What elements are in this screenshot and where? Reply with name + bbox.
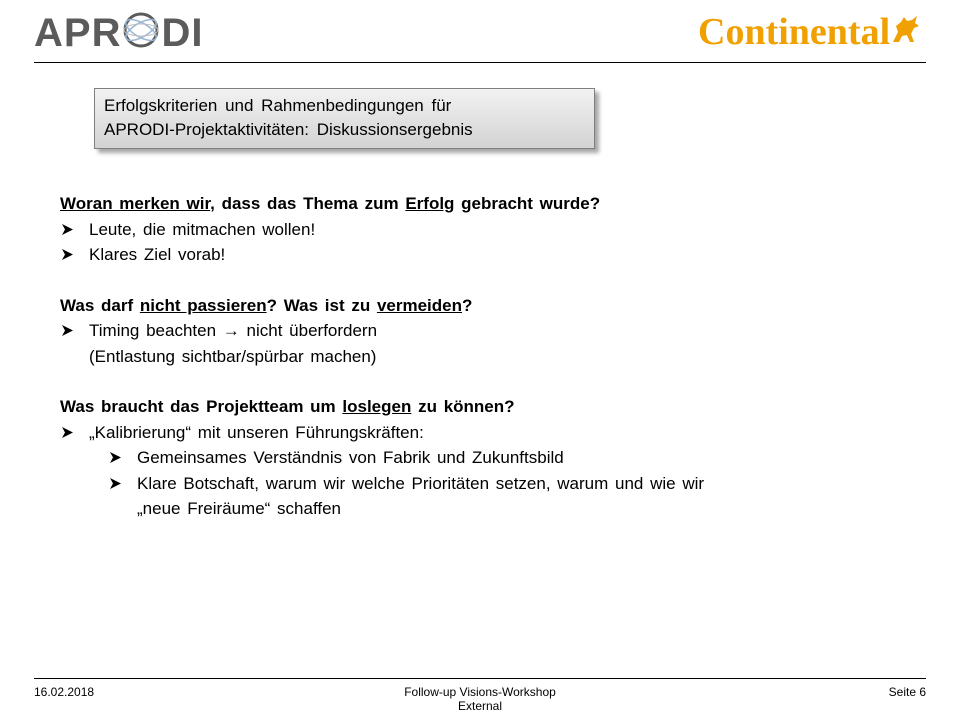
list-item-text: Klares Ziel vorab! — [89, 245, 226, 264]
footer-classification: External — [457, 699, 503, 713]
sub-list-item — [60, 471, 747, 522]
question-2 — [60, 293, 940, 319]
aprodi-logo — [34, 8, 203, 58]
arrowhead-bullet-icon — [108, 471, 124, 496]
question-3 — [60, 394, 940, 420]
question-2-part-1: Was darf — [60, 295, 140, 315]
question-1-part-1: Woran merken wir — [60, 194, 211, 213]
aprodi-logo-globe-icon — [121, 10, 161, 50]
list-item-continuation: (Entlastung sichtbar/spürbar machen) — [89, 346, 377, 366]
sub-list-item-text: Klare Botschaft, warum wir welche Prioritäten setzen, warum und wie wir „neue Freiräume“ schaffen — [137, 473, 705, 518]
question-2-part-3: ? Was ist zu — [266, 295, 377, 315]
arrowhead-bullet-icon — [60, 420, 76, 445]
question-2-part-5: ? — [461, 295, 473, 315]
header-divider — [34, 62, 926, 63]
slide-content — [60, 191, 940, 522]
arrowhead-bullet-icon — [60, 318, 76, 343]
question-1-part-3: Erfolg — [405, 194, 455, 213]
list-item — [60, 318, 940, 344]
right-arrow-icon: → — [222, 321, 240, 340]
slide-title-box — [94, 88, 595, 149]
footer-title: Follow-up Visions-Workshop — [404, 685, 556, 699]
arrowhead-bullet-icon — [108, 445, 124, 470]
section-spacer — [60, 369, 940, 394]
footer-date: 16.02.2018 — [34, 685, 95, 699]
slide-title-line-1: Erfolgskriterien und Rahmenbedingungen für — [104, 96, 452, 115]
question-2-part-2: nicht passieren — [139, 295, 267, 315]
continental-logo-text: Continental — [698, 11, 891, 53]
sub-list-item-text: Gemeinsames Verständnis von Fabrik und Zukunftsbild — [137, 448, 564, 467]
continental-logo — [698, 10, 922, 54]
arrowhead-bullet-icon — [60, 217, 76, 242]
aprodi-logo-text-right: DI — [161, 11, 204, 55]
footer-divider — [34, 678, 926, 679]
footer-center — [330, 685, 630, 713]
question-3-part-3: zu können? — [411, 397, 515, 416]
list-item-text: Leute, die mitmachen wollen! — [89, 219, 316, 239]
question-2-part-4: vermeiden — [376, 295, 462, 315]
arrowhead-bullet-icon — [60, 242, 76, 267]
list-item-text-before-arrow: Timing beachten — [89, 321, 217, 340]
continental-horse-icon — [890, 14, 922, 46]
list-item — [60, 217, 940, 243]
slide-title-line-2: APRODI-Projektaktivitäten: Diskussionsergebnis — [104, 120, 473, 139]
question-3-part-2: loslegen — [342, 397, 412, 416]
question-1-part-2: , dass das Thema zum — [210, 194, 406, 213]
list-item-text: „Kalibrierung“ mit unseren Führungskräften: — [89, 422, 424, 442]
question-1-part-4: gebracht wurde? — [454, 194, 601, 213]
question-1 — [60, 191, 940, 217]
list-item — [60, 420, 940, 446]
list-item-text-after-arrow: nicht überfordern — [246, 321, 378, 340]
list-item — [60, 242, 940, 268]
aprodi-logo-text-left: APR — [34, 11, 122, 55]
question-3-part-1: Was braucht das Projektteam um — [60, 397, 343, 416]
sub-list-item — [60, 445, 940, 471]
section-spacer — [60, 268, 940, 293]
footer-page-number: Seite 6 — [888, 685, 926, 699]
